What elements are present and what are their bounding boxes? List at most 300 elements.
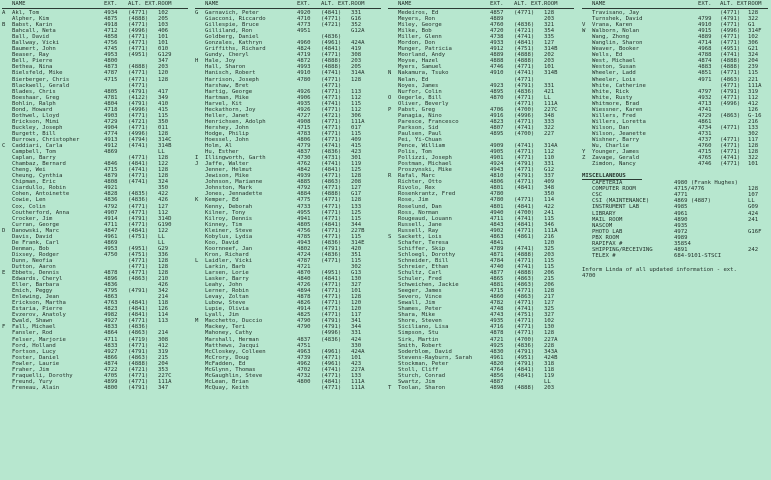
alt-extension: (4888) [128,360,149,367]
extension: 4841 [490,239,504,246]
extension: 4741 [698,106,712,113]
person-name: Jewison, Mike [205,173,249,180]
person-name: Myers, Samuel [398,64,442,71]
room-number: 331 [351,330,362,337]
extension: 4851 [698,70,712,77]
person-name: Schloegl, Dorothy [398,251,456,258]
extension: 4784 [490,257,504,264]
alt-extension: (4771) [720,94,741,101]
alt-extension: (4863) [514,294,535,301]
alt-extension: (4841) [321,10,342,16]
person-name: McLean, Brian [205,378,249,385]
alt-extension: (4888) [720,64,741,71]
room-number: 118 [158,300,169,307]
section-letter: C [2,143,6,150]
alt-extension: (4771) [514,155,535,162]
person-name: Bethea, Nina [12,64,53,71]
person-name: Ciardullo, Robin [12,185,66,192]
section-letter: P [388,106,392,113]
extension: 4715 [490,288,504,295]
alt-extension: (4841) [321,378,342,385]
room-number: 423 [351,360,362,367]
room-number: 115 [351,233,362,240]
alt-extension: (4791) [321,245,342,252]
extension: 4732 [297,372,311,379]
room-number: 112 [748,94,759,101]
room-number: 424A [351,348,365,355]
person-name: Cowie, Len [12,197,46,204]
person-name: Smith, Robert [398,342,442,349]
extension: 4743 [490,312,504,319]
section-letter: G [195,10,199,16]
alt-extension: (4741) [321,366,342,373]
room-number: 314A [351,70,365,77]
section-letter: I [195,155,199,162]
person-name: Jones, Jennadette [205,191,263,198]
alt-extension: (4771) [128,342,149,349]
extension: 4915 [698,28,712,35]
room-number: 128 [158,263,169,270]
room-number: 346 [544,221,555,228]
room-number: 115 [351,100,362,107]
room-number: 125 [351,167,362,174]
person-name: Matthews, Jacqui [205,342,259,349]
room-number: 110 [544,155,555,162]
extension: 4927 [104,348,118,355]
person-name: Akl, Tom [12,10,39,16]
person-name: Kenny, Deborah [205,203,253,210]
extension: 4878 [297,294,311,301]
alt-extension: (4841) [128,227,149,234]
room-number: LL [158,233,165,240]
person-name: Stockman, Peter [398,360,449,367]
room-number: 422 [158,191,169,198]
alt-extension: (4700) [514,130,535,137]
alt-extension: (4771) [514,227,535,234]
extension: 4907 [104,209,118,216]
alt-extension: (4836) [514,342,535,349]
extension: 4898 [490,384,504,391]
person-name: Younger, James [592,149,640,156]
person-name: Rose, Jim [398,197,429,204]
extension: 4712 [104,28,118,35]
alt-extension: (4841) [321,46,342,53]
person-name: Freund, Yury [12,378,53,385]
room-number: 202 [544,52,555,59]
alt-extension: (4771) [514,149,535,156]
person-name: McGlynn, Thomas [205,366,256,373]
alt-extension: (4771) [720,149,741,156]
section-letter: M [195,318,199,325]
extension: 4800 [104,384,118,391]
extension: 4914 [297,306,311,313]
person-name: Bond, Howard [12,106,53,113]
alt-extension: (4961) [321,40,342,47]
room-number: 314F [748,28,762,35]
alt-extension: (4791) [514,173,535,180]
room-number: 348 [544,112,555,119]
directory-row [2,385,188,391]
person-name: Beaser, Ray [12,52,50,59]
person-name: Heller, Janet [205,112,249,119]
alt-extension: (4741) [514,263,535,270]
alt-extension: (4771) [128,46,149,53]
person-name: Goldberg, Daniel [205,34,259,41]
room-number: G1 [748,22,755,29]
alt-extension: (4836) [321,149,342,156]
room-number: 335 [544,34,555,41]
extension: 4715 [297,124,311,131]
room-number: 133 [351,203,362,210]
extension: 4885 [297,179,311,186]
room-number: 314E [351,239,365,246]
alt-extension: (4771) [720,82,741,89]
extension: 4780 [297,76,311,83]
room-number: 215 [158,354,169,361]
person-name: Bohlin, Ralph [12,100,56,107]
alt-extension: (4791) [514,348,535,355]
extension: 4715 [104,76,118,83]
room-number: 203 [158,64,169,71]
directory-row [388,385,574,391]
person-name: Sirk, Martin [398,336,439,343]
alt-extension: (4951) [720,46,741,53]
person-name: Sackett, Lois [398,233,442,240]
person-name: De Frank, Carl [12,239,60,246]
alt-extension: (4741) [514,245,535,252]
alt-extension: (4771) [514,64,535,71]
room-number: 102 [748,34,759,41]
extension: 4960 [297,40,311,47]
alt-extension: (4771) [128,203,149,210]
extension: 4870 [490,94,504,101]
person-name: Parkson, Sid [398,124,439,131]
extension: 4884 [297,191,311,198]
person-name: Rougeaud, Louann [398,215,452,222]
person-name: Miller, Glenn [398,34,442,41]
header-room: ROOM [351,1,365,7]
room-number: 117 [351,312,362,319]
extension: 4869 [104,239,118,246]
extension: 4751 [297,342,311,349]
room-number: 426 [158,282,169,289]
room-number: 128 [158,270,169,277]
alt-extension: (4836) [128,324,149,331]
alt-extension: (4961) [321,360,342,367]
alt-extension: (4791) [720,88,741,95]
person-name: Roselund, Dan [398,203,442,210]
alt-extension: (4835) [128,191,149,198]
alt-extension: (4771) [321,294,342,301]
header-name: NAME [398,1,412,7]
alt-extension: (4741) [720,52,741,59]
room-number: 128 [158,173,169,180]
room-number: 422 [544,203,555,210]
person-name: Shore, Steven [398,318,442,325]
room-number: 347 [158,58,169,65]
alt-extension: (4771) [128,112,149,119]
extension: 4733 [297,203,311,210]
extension: 4802 [297,245,311,252]
person-name: Dutton, Aaron [12,263,56,270]
room-number: 420 [351,245,362,252]
room-number: 128 [158,130,169,137]
misc-label: PHOTO LAB [592,228,623,235]
extension: 4866 [104,354,118,361]
extension: 4824 [297,46,311,53]
room-number: 115 [351,130,362,137]
misc-label: CAFETERIA [592,180,623,187]
alt-extension: (4791) [321,318,342,325]
room-number: 308 [158,336,169,343]
alt-extension: (4771) [321,203,342,210]
extension: 4875 [104,16,118,23]
misc-number: 4891 [674,246,688,253]
extension: 4731 [698,130,712,137]
room-number: 350 [158,118,169,125]
misc-number: 684-9101-STSCI [674,252,722,259]
person-name: Kilroy, Dennis [205,215,253,222]
section-letter: A [2,10,6,16]
person-name: Cheng, Wei [12,167,46,174]
room-number: 133 [748,124,759,131]
person-name: White, Rick [592,88,630,95]
alt-extension: (4861) [514,233,535,240]
extension: 4797 [698,88,712,95]
extension: 4808 [104,179,118,186]
alt-extension: (4751) [128,251,149,258]
extension: 4801 [490,203,504,210]
alt-extension: (4961) [321,348,342,355]
person-name: Cox, Colin [12,203,46,210]
extension: 4902 [490,227,504,234]
misc-number: 4771 [674,192,688,199]
person-name: Moyse, Hazel [398,58,439,65]
room-number: 347 [158,384,169,391]
person-name: Vrana, Karen [592,22,633,29]
alt-extension: (4771) [128,34,149,41]
room-number: 350 [158,185,169,192]
room-number: LL [544,94,551,101]
room-number: 127 [544,300,555,307]
room-number: 130 [544,324,555,331]
room-number: LL [158,239,165,246]
header-room: ROOM [158,1,172,7]
room-number: 337 [544,173,555,180]
person-name: Paulsen, Paul [398,130,442,137]
room-number: 409 [351,136,362,143]
section-letter: B [2,22,6,29]
person-name: Bothwel, Lloyd [12,112,60,119]
room-number: 306 [351,112,362,119]
room-number: 327 [544,312,555,319]
extension: 4720 [490,28,504,35]
person-name: Harrison, Joseph [205,76,259,83]
header-ext: EXT. [490,1,504,7]
person-name: Oliver, Beverly [398,100,449,107]
section-letter: L [195,257,199,264]
person-name: Enlewing, Jean [12,294,60,301]
alt-extension: (4771) [321,282,342,289]
header-rule [2,8,188,9]
alt-extension: (4888) [514,251,535,258]
person-name: Toolan, Sharon [398,384,446,391]
alt-extension: (4771) [321,82,342,89]
room-number: 125 [351,209,362,216]
room-number: 128 [158,257,169,264]
room-number: 203 [351,58,362,65]
room-number: 205 [158,16,169,23]
alt-extension: (4771) [128,257,149,264]
room-number: 205 [351,64,362,71]
room-number: 206 [544,282,555,289]
extension: 4801 [490,185,504,192]
room-number: 228 [544,342,555,349]
person-name: Fansler, Rod [12,330,53,337]
person-name: Bahcall, Neta [12,28,56,35]
extension: 4872 [297,58,311,65]
room-number: 344 [351,221,362,228]
person-name: Wiessner, Karen [592,106,643,113]
person-name: Laidler, Vicki [205,257,253,264]
extension: 4783 [297,130,311,137]
misc-number: 4980 (Frank Hughes) [674,180,738,187]
alt-extension: (4836) [321,251,342,258]
room-number: 322 [748,155,759,162]
extension: 4737 [698,136,712,143]
room-number: 217 [544,294,555,301]
extension: 4837 [297,149,311,156]
person-name: Schneider, Bill [398,257,449,264]
alt-extension: (4741) [128,143,149,150]
room-number: 322 [748,16,759,23]
alt-extension: (4771) [128,270,149,277]
room-number: 128 [158,167,169,174]
extension: 4760 [698,143,712,150]
person-name: McFadden, Ed [205,360,246,367]
alt-extension: (4771) [128,221,149,228]
person-name: Zimdon, Nancy [592,161,636,168]
person-name: Severo, Vince [398,294,442,301]
extension: 4961 [490,354,504,361]
person-name: Swartz, Jim [398,378,436,385]
alt-extension: (4836) [514,88,535,95]
extension: 4705 [104,372,118,379]
person-name: Bielsfeld, Mike [12,70,63,77]
alt-extension: (4771) [321,106,342,113]
alt-extension: (4888) [321,191,342,198]
section-letter: Y [582,149,586,156]
extension: 4745 [104,46,118,53]
alt-extension: (4771) [321,384,342,391]
alt-extension: (4791) [128,88,149,95]
room-number: 011 [158,124,169,131]
room-number: 424B [544,354,558,361]
room-number: 111A [544,227,558,234]
header-name: NAME [12,1,26,7]
column-header [195,0,381,8]
room-number: 415 [158,106,169,113]
person-name: Hartman, Mike [205,94,249,101]
extension: 4836 [104,197,118,204]
room-number: 324 [748,52,759,59]
extension: 4706 [490,106,504,113]
room-number: 101 [158,40,169,47]
extension: 4722 [104,366,118,373]
misc-label: SHIPPING/RECEIVING [592,246,653,253]
person-name: Meyers, Ron [398,16,436,23]
person-name: Coutherford, Anna [12,209,70,216]
alt-extension: (4741) [321,143,342,150]
alt-extension: (4771) [321,197,342,204]
person-name: Dunn, Neofia [12,257,53,264]
room-number: 128 [351,294,362,301]
extension: 4953 [104,52,118,59]
person-name: Koornneef, Jan [205,245,253,252]
alt-extension: (4771) [720,143,741,150]
person-name: Ball, David [12,34,50,41]
room-number: 127 [351,185,362,192]
extension: 4927 [104,318,118,325]
person-name: Rivolo, Rex [398,185,436,192]
header-name: NAME [592,1,606,7]
room-number: G190 [158,221,172,228]
person-name: Boeshaar, Greg [12,94,60,101]
header-name: NAME [205,1,219,7]
room-number: 421 [544,88,555,95]
room-number: 204 [748,58,759,65]
room-number: 214 [158,330,169,337]
extension: 4730 [297,155,311,162]
alt-extension: (4741) [720,155,741,162]
room-number: 128 [544,288,555,295]
room-number: 306 [748,40,759,47]
room-number: 216 [748,118,759,125]
extension: 4746 [490,64,504,71]
alt-extension: (4996) [128,106,149,113]
room-number: 325 [544,245,555,252]
extension: 4921 [104,185,118,192]
extension: 4788 [698,52,712,59]
room-number: 302 [351,263,362,270]
person-name: Campbell, Tom [12,149,56,156]
person-name: Miley, George [398,22,442,29]
alt-extension: (4771) [128,378,149,385]
extension: 4874 [698,58,712,65]
extension: 4971 [698,76,712,83]
room-number: 112 [351,106,362,113]
person-name: Stoll, Cliff [398,366,439,373]
person-name: Lyall, Jim [205,312,239,319]
extension: 4871 [490,251,504,258]
extension: 4961 [104,233,118,240]
extension: 4909 [490,143,504,150]
misc-room: 242 [748,246,759,253]
alt-extension: (4794) [128,136,149,143]
alt-extension: (4741) [321,161,342,168]
room-number: 203 [544,251,555,258]
room-number: 227C [158,372,172,379]
extension: 4716 [490,324,504,331]
person-name: Fortson, Lucy [12,348,56,355]
person-name: Weston, Susan [592,64,636,71]
room-number: 102 [158,10,169,16]
extension: 4806 [297,136,311,143]
extension: 4904 [104,124,118,131]
extension: 4895 [490,88,504,95]
alt-extension: (4771) [128,40,149,47]
alt-extension: (4771) [128,263,149,270]
